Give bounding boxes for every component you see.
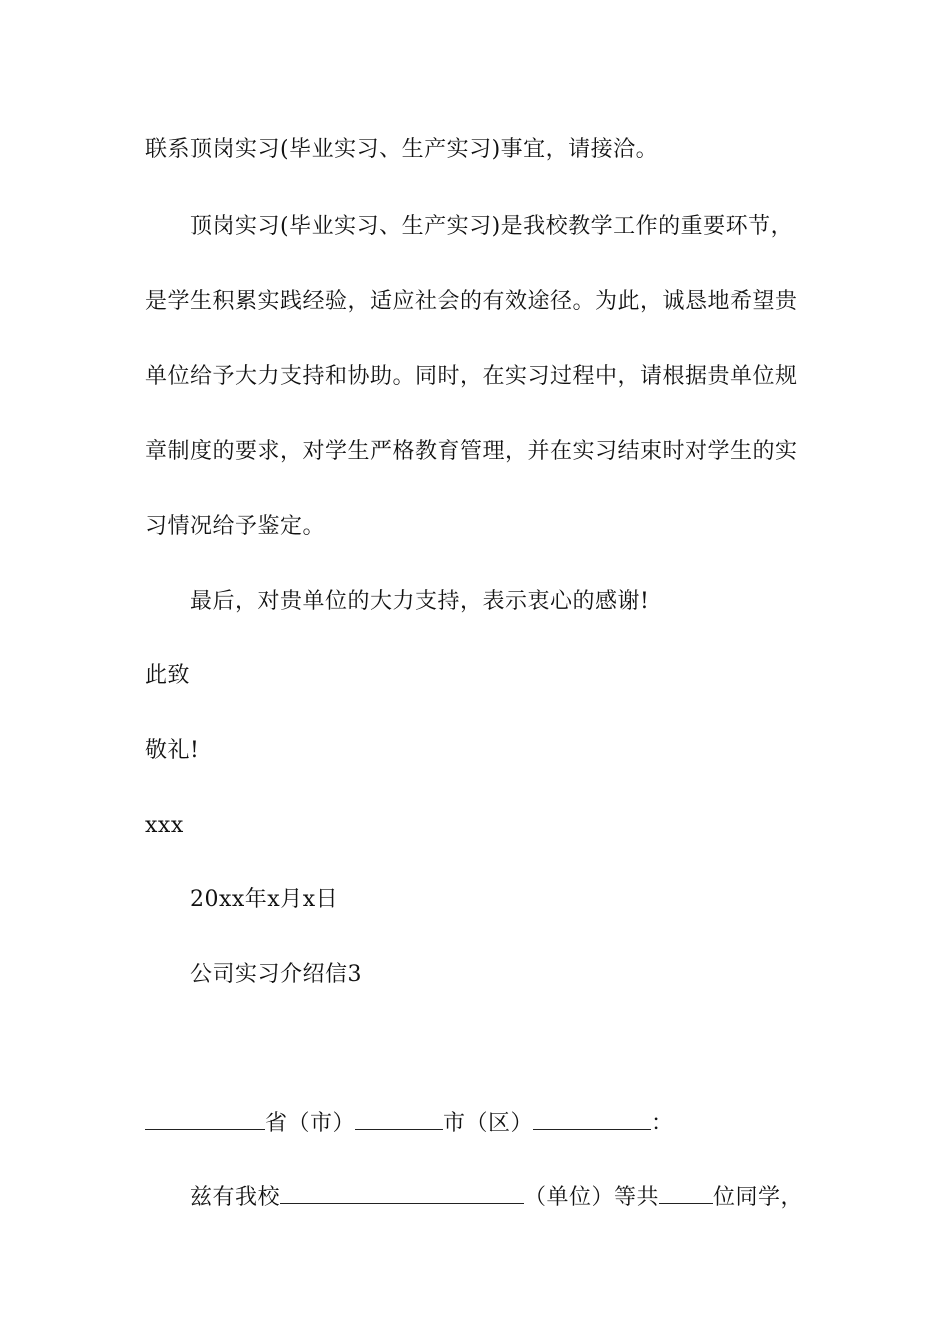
intro-text-end: 位同学， [713, 1185, 804, 1210]
paragraph-line: 顶岗实习(毕业实习、生产实习)是我校教学工作的重要环节， [190, 214, 794, 239]
intro-text-middle: （单位）等共 [524, 1185, 660, 1210]
address-colon: ： [651, 1111, 674, 1136]
count-blank[interactable] [659, 1183, 713, 1204]
closing-thanks: 最后，对贵单位的大力支持，表示衷心的感谢! [190, 589, 650, 614]
intro-line [190, 1183, 803, 1213]
address-line [145, 1109, 674, 1139]
address-label-province: 省（市） [265, 1111, 356, 1136]
district-blank[interactable] [533, 1109, 651, 1130]
unit-blank[interactable] [280, 1183, 524, 1204]
signature-name: xxx [145, 813, 184, 838]
salutation-jingli: 敬礼! [145, 738, 200, 763]
paragraph-line: 章制度的要求，对学生严格教育管理，并在实习结束时对学生的实 [145, 439, 798, 464]
section-title: 公司实习介绍信3 [190, 962, 362, 987]
signature-date: 20xx年x月x日 [190, 887, 339, 912]
paragraph-line: 是学生积累实践经验，适应社会的有效途径。为此，诚恳地希望贵 [145, 289, 798, 314]
paragraph-line: 习情况给予鉴定。 [145, 514, 326, 539]
salutation-cizhi: 此致 [145, 663, 191, 688]
city-blank[interactable] [355, 1109, 443, 1130]
intro-text-start: 兹有我校 [190, 1185, 281, 1210]
paragraph-line: 联系顶岗实习(毕业实习、生产实习)事宜，请接洽。 [145, 137, 659, 162]
paragraph-line: 单位给予大力支持和协助。同时，在实习过程中，请根据贵单位规 [145, 364, 798, 389]
address-label-city: 市（区） [443, 1111, 534, 1136]
province-blank[interactable] [145, 1109, 265, 1130]
